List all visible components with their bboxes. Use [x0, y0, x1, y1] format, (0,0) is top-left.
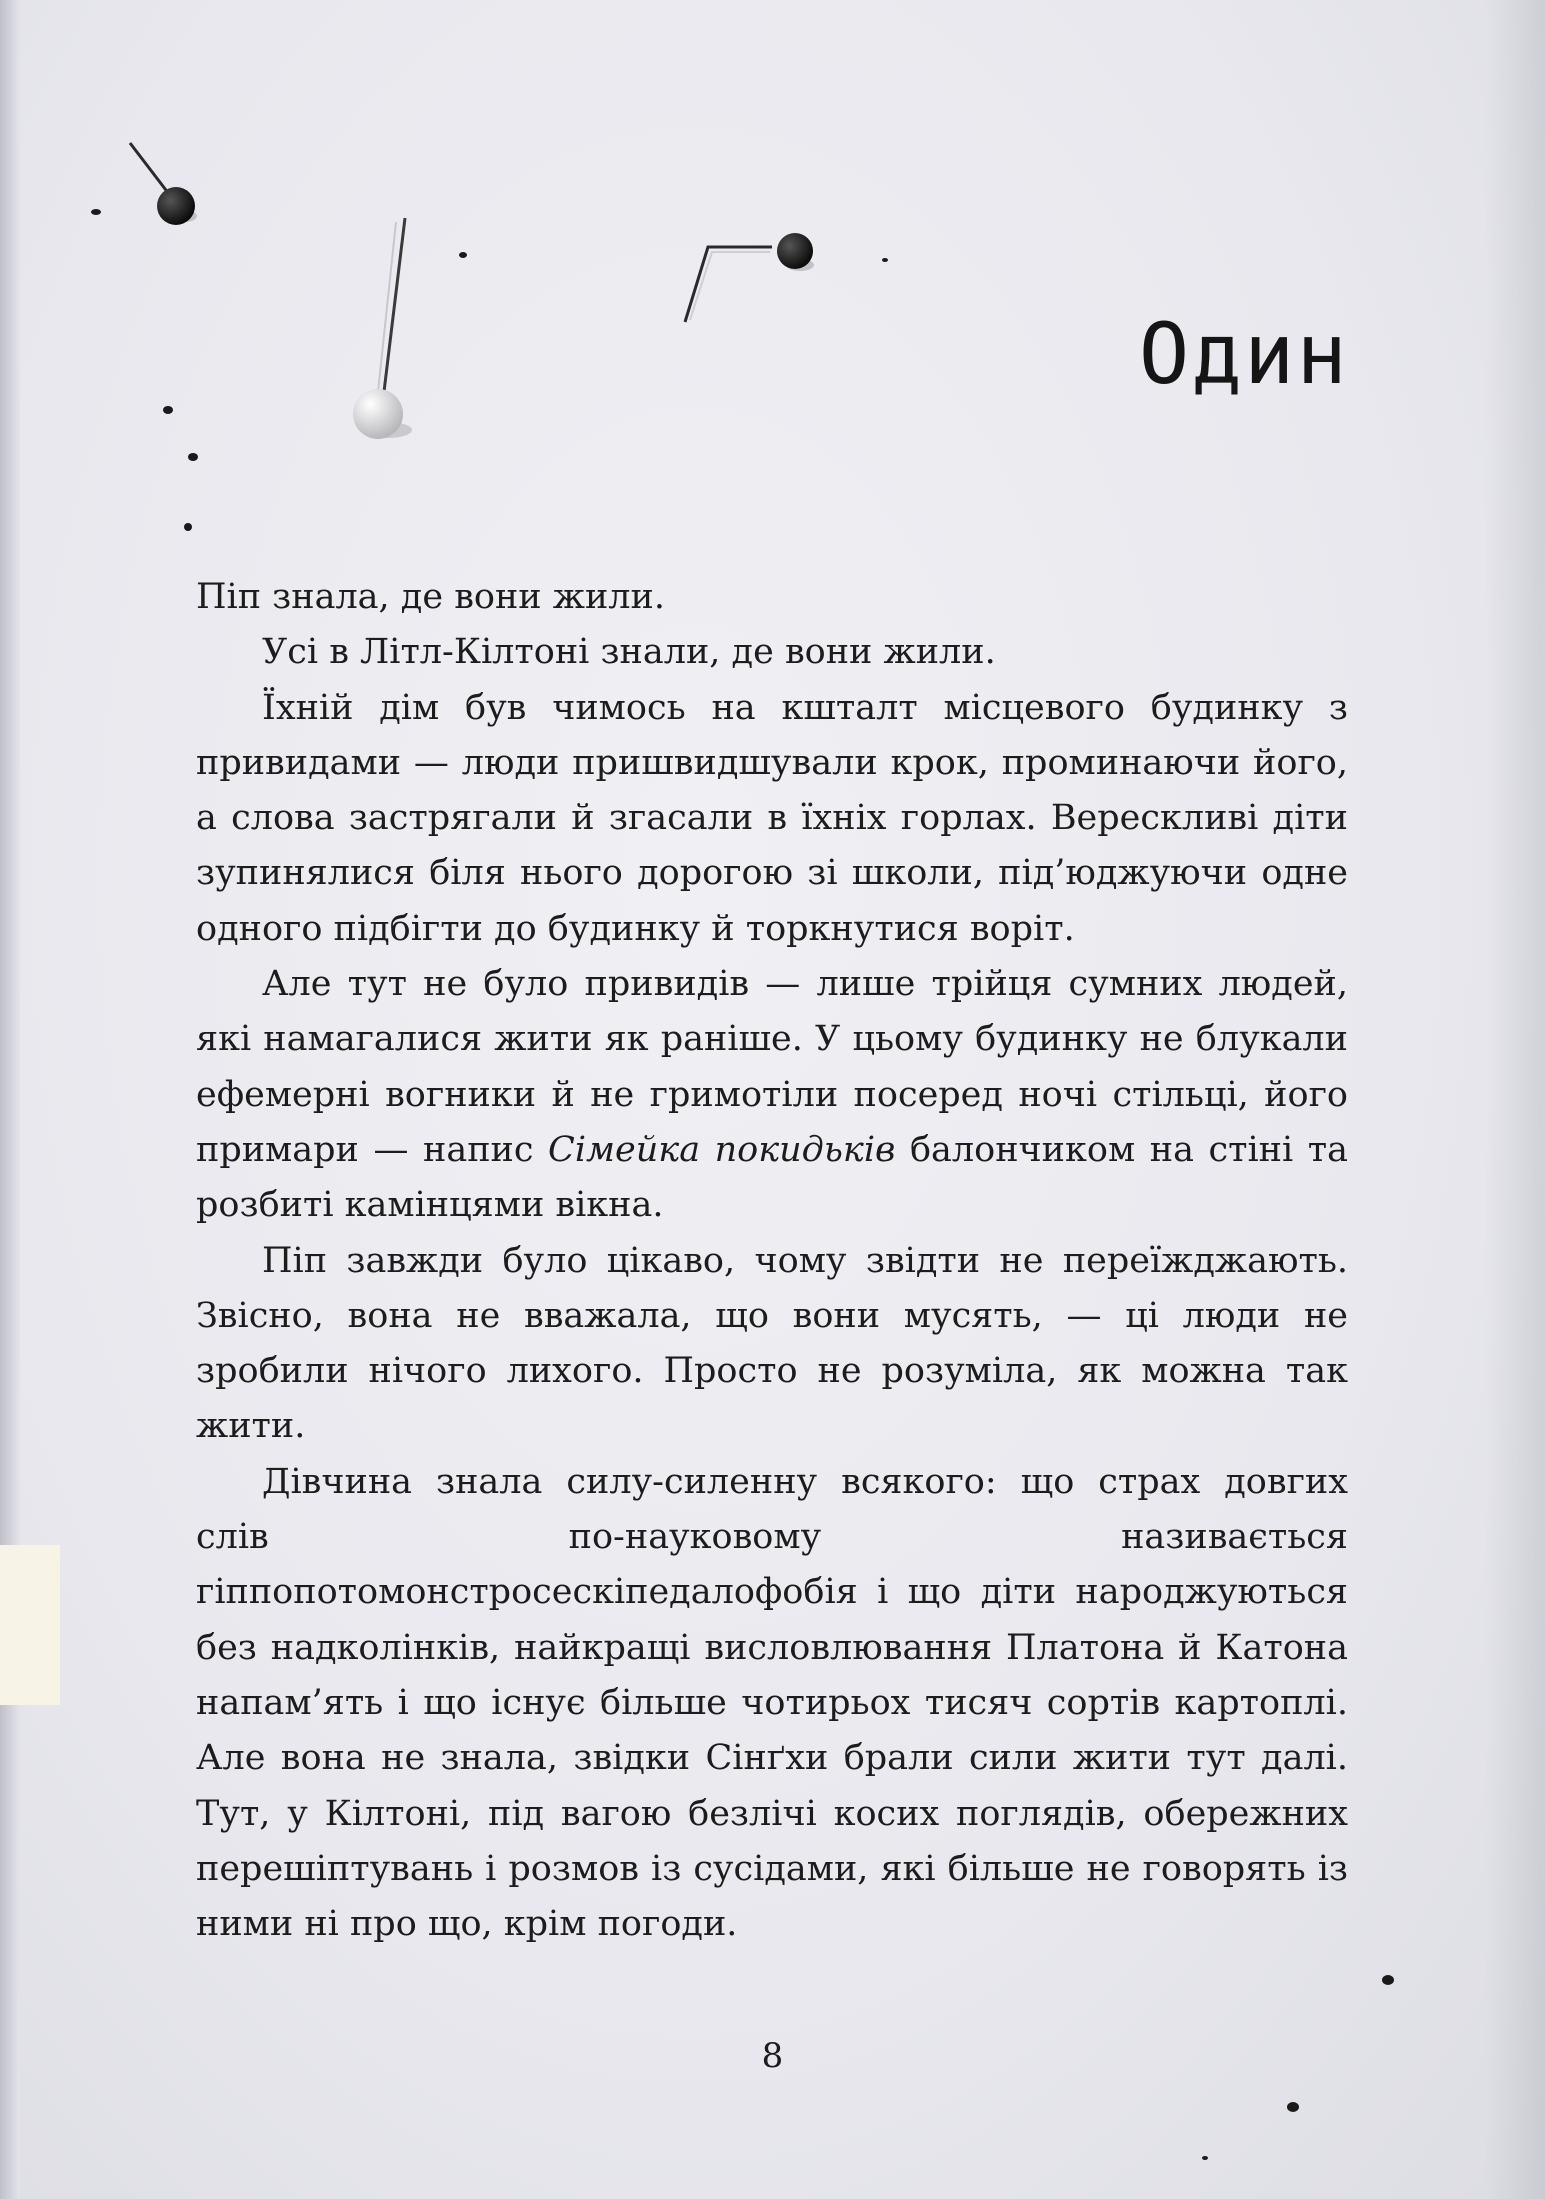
paragraph-text: балончиком на стіні та розбиті камінцями вікна.: [196, 1129, 1348, 1226]
paragraph: Дівчина знала силу-силенну всякого: що страх довгих слів по-науковому називається гіппопотомонстросескіпедалофобія і що діти народжуються без надколінків, найкращі висловлювання Платона й Катона напам’ять і що існує більше чотирьох тисяч сортів картоплі. Але вона не знала, звідки Сінґхи брали сили жити тут далі. Тут, у Кілтоні, під вагою безлічі косих поглядів, обережних перешіптувань і розмов із сусідами, які більше не говорять із ними ні про що, крім погоди.: [196, 1461, 1348, 1945]
italic-graffiti-text: Сімейка покидьків: [548, 1129, 896, 1170]
paragraph: Усі в Літл-Кілтоні знали, де вони жили.: [262, 632, 996, 673]
chapter-title: Один: [1138, 305, 1349, 403]
paragraph: Піп знала, де вони жили.: [196, 577, 665, 617]
page-number: 8: [761, 2036, 784, 2076]
paragraph: [196, 957, 1348, 1233]
paragraph-text: Але тут не було привидів — лише трійця сумних людей, які намагалися жити як раніше. У цьому будинку не блукали ефемерні вогники й не гримотіли посеред ночі стільці, його примари — напис: [196, 964, 1348, 1170]
chapter-body: [196, 570, 1348, 1952]
paragraph: Їхній дім був чимось на кшталт місцевого будинку з привидами — люди пришвидшували крок, проминаючи його, а слова застрягали й згасали в їхніх горлах. Верескливі діти зупинялися біля нього дорогою зі школи, під’юджуючи одне одного підбігти до будинку й торкнутися воріт.: [196, 687, 1348, 949]
black-pin-tilted-icon: [130, 143, 197, 225]
white-pin-vertical-icon: [353, 218, 412, 439]
black-pin-bent-icon: [685, 233, 814, 322]
paragraph: Піп завжди було цікаво, чому звідти не переїжджають. Звісно, вона не вважала, що вони мусять, — ці люди не зробили нічого лихого. Просто не розуміла, як можна так жити.: [196, 1240, 1348, 1447]
